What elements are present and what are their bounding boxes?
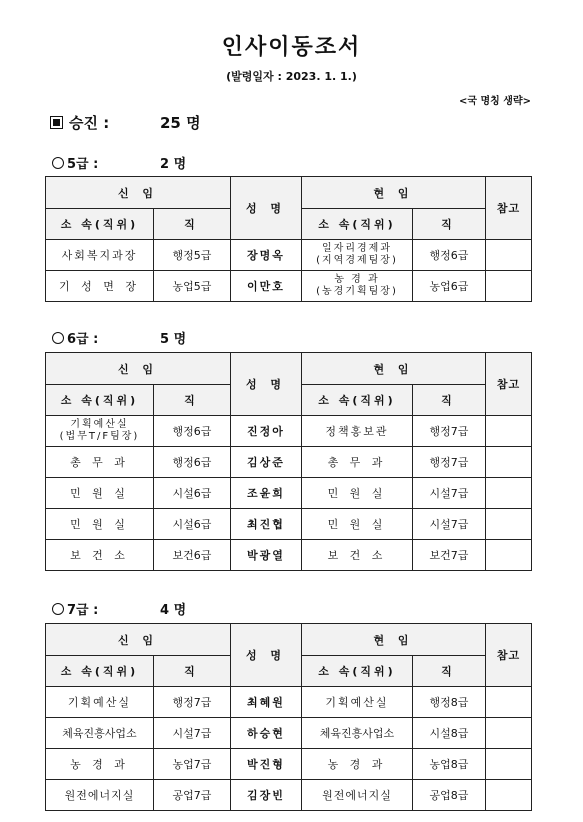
remarks-cell	[486, 687, 532, 718]
header-dept: 소 속(직위)	[302, 209, 413, 240]
header-new-post: 신 임	[46, 624, 231, 656]
current-rank-cell: 행정8급	[413, 687, 486, 718]
new-rank-cell: 시설6급	[154, 509, 231, 540]
promotion-label: 승진 :	[69, 114, 110, 132]
name-cell: 김장빈	[231, 780, 302, 811]
grade-count: 4 명	[160, 603, 187, 618]
table-row	[46, 687, 532, 718]
dept-subline: (농경기획팀장)	[316, 286, 398, 297]
header-current-post: 현 임	[302, 353, 486, 385]
new-rank-cell: 공업7급	[154, 780, 231, 811]
current-rank-cell: 행정7급	[413, 447, 486, 478]
new-rank-cell: 농업7급	[154, 749, 231, 780]
name-cell: 하승현	[231, 718, 302, 749]
new-rank-cell: 농업5급	[154, 271, 231, 302]
new-dept-cell: 농 경 과	[46, 749, 154, 780]
grade-count: 5 명	[160, 332, 187, 347]
remarks-cell	[486, 749, 532, 780]
current-rank-cell: 농업8급	[413, 749, 486, 780]
circle-icon	[52, 332, 64, 344]
new-dept-cell: 기 성 면 장	[46, 271, 154, 302]
circle-icon	[52, 603, 64, 615]
current-dept-cell: 농 경 과	[302, 749, 413, 780]
dept-line: 일자리경제과	[322, 243, 392, 254]
header-dept: 소 속(직위)	[302, 656, 413, 687]
new-dept-cell: 체육진흥사업소	[46, 718, 154, 749]
header-dept: 소 속(직위)	[46, 209, 154, 240]
grade-table	[45, 352, 532, 571]
current-dept-cell: 민 원 실	[302, 509, 413, 540]
grade-label: 7급 :	[67, 603, 99, 618]
header-rank: 직	[413, 656, 486, 687]
grade-heading	[52, 153, 187, 172]
current-rank-cell: 공업8급	[413, 780, 486, 811]
name-cell: 이만호	[231, 271, 302, 302]
current-rank-cell: 시설8급	[413, 718, 486, 749]
header-rank: 직	[154, 385, 231, 416]
grade-label: 6급 :	[67, 332, 99, 347]
current-dept-cell: 원전에너지실	[302, 780, 413, 811]
header-dept: 소 속(직위)	[46, 385, 154, 416]
current-dept-cell: 총 무 과	[302, 447, 413, 478]
grade-count: 2 명	[160, 157, 187, 172]
current-dept-cell	[302, 240, 413, 271]
grade-heading	[52, 328, 187, 347]
new-rank-cell: 시설7급	[154, 718, 231, 749]
remarks-cell	[486, 780, 532, 811]
promotion-count: 25 명	[160, 114, 201, 132]
circle-icon	[52, 157, 64, 169]
table-row	[46, 780, 532, 811]
table-row	[46, 540, 532, 571]
header-name: 성 명	[231, 177, 302, 240]
header-name: 성 명	[231, 624, 302, 687]
remarks-cell	[486, 271, 532, 302]
name-cell: 최진협	[231, 509, 302, 540]
new-dept-cell: 민 원 실	[46, 509, 154, 540]
current-dept-cell: 정책홍보관	[302, 416, 413, 447]
grade-table	[45, 623, 532, 811]
dept-line: 기획예산실	[70, 419, 129, 430]
header-current-post: 현 임	[302, 624, 486, 656]
current-rank-cell: 시설7급	[413, 478, 486, 509]
table-row	[46, 447, 532, 478]
new-dept-cell: 보 건 소	[46, 540, 154, 571]
header-dept: 소 속(직위)	[46, 656, 154, 687]
name-cell: 김상준	[231, 447, 302, 478]
remarks-cell	[486, 540, 532, 571]
promotion-total	[50, 112, 201, 133]
page-title: 인사이동조서	[221, 35, 362, 60]
header-new-post: 신 임	[46, 353, 231, 385]
current-rank-cell: 보건7급	[413, 540, 486, 571]
remarks-cell	[486, 509, 532, 540]
header-rank: 직	[154, 656, 231, 687]
new-dept-cell: 사회복지과장	[46, 240, 154, 271]
table-row	[46, 749, 532, 780]
current-dept-cell: 민 원 실	[302, 478, 413, 509]
remarks-cell	[486, 240, 532, 271]
current-dept-cell: 기획예산실	[302, 687, 413, 718]
table-row	[46, 416, 532, 447]
new-rank-cell: 행정7급	[154, 687, 231, 718]
new-rank-cell: 보건6급	[154, 540, 231, 571]
remarks-cell	[486, 718, 532, 749]
new-rank-cell: 행정6급	[154, 447, 231, 478]
current-rank-cell: 행정6급	[413, 240, 486, 271]
remarks-cell	[486, 447, 532, 478]
header-rank: 직	[413, 385, 486, 416]
current-rank-cell: 행정7급	[413, 416, 486, 447]
dept-subline: (법무T/F팀장)	[59, 431, 140, 442]
dept-subline: (지역경제팀장)	[316, 255, 398, 266]
new-rank-cell: 행정5급	[154, 240, 231, 271]
grade-table	[45, 176, 532, 302]
new-dept-cell: 총 무 과	[46, 447, 154, 478]
new-rank-cell: 시설6급	[154, 478, 231, 509]
new-dept-cell: 민 원 실	[46, 478, 154, 509]
header-dept: 소 속(직위)	[302, 385, 413, 416]
current-dept-cell	[302, 271, 413, 302]
header-remarks: 참고	[486, 177, 532, 240]
header-rank: 직	[413, 209, 486, 240]
header-new-post: 신 임	[46, 177, 231, 209]
table-row	[46, 718, 532, 749]
new-dept-cell	[46, 416, 154, 447]
remarks-cell	[486, 416, 532, 447]
filled-square-icon	[50, 116, 63, 129]
office-name-note: <국 명칭 생략>	[458, 96, 531, 107]
table-row	[46, 478, 532, 509]
name-cell: 최혜원	[231, 687, 302, 718]
current-rank-cell: 농업6급	[413, 271, 486, 302]
table-row	[46, 240, 532, 271]
grade-heading	[52, 599, 187, 618]
current-dept-cell: 보 건 소	[302, 540, 413, 571]
header-rank: 직	[154, 209, 231, 240]
table-row	[46, 509, 532, 540]
name-cell: 장명옥	[231, 240, 302, 271]
name-cell: 박광열	[231, 540, 302, 571]
header-current-post: 현 임	[302, 177, 486, 209]
name-cell: 조윤희	[231, 478, 302, 509]
new-dept-cell: 원전에너지실	[46, 780, 154, 811]
remarks-cell	[486, 478, 532, 509]
current-dept-cell: 체육진흥사업소	[302, 718, 413, 749]
dept-line: 농 경 과	[334, 274, 380, 285]
issue-date: (발령일자 : 2023. 1. 1.)	[226, 70, 357, 83]
new-dept-cell: 기획예산실	[46, 687, 154, 718]
current-rank-cell: 시설7급	[413, 509, 486, 540]
header-remarks: 참고	[486, 624, 532, 687]
grade-label: 5급 :	[67, 157, 99, 172]
name-cell: 진정아	[231, 416, 302, 447]
table-row	[46, 271, 532, 302]
name-cell: 박진형	[231, 749, 302, 780]
header-name: 성 명	[231, 353, 302, 416]
new-rank-cell: 행정6급	[154, 416, 231, 447]
header-remarks: 참고	[486, 353, 532, 416]
